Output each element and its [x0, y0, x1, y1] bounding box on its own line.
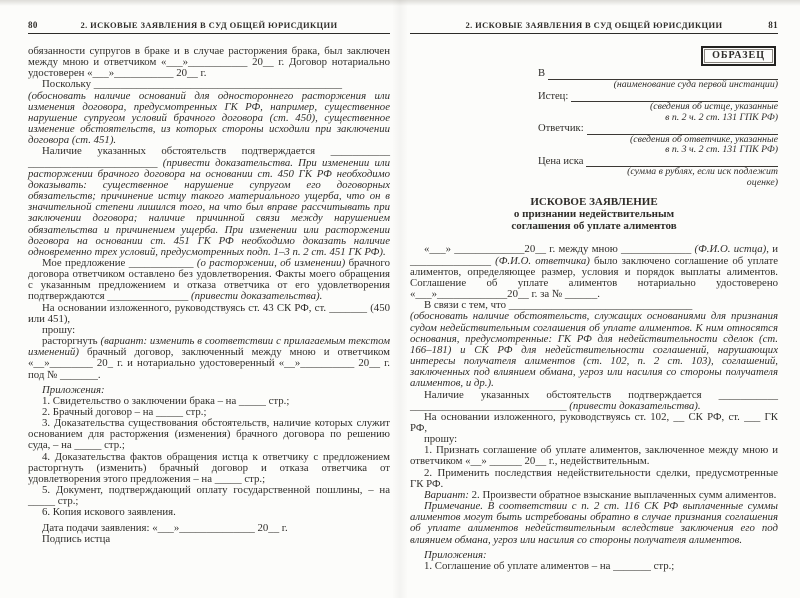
paragraph: [28, 534, 390, 545]
document-title: [410, 197, 778, 232]
stamp-row: [410, 45, 776, 66]
text-run: Поскольку ______________________________________________: [42, 78, 343, 91]
running-header-title: 2. ИСКОВЫЕ ЗАЯВЛЕНИЯ В СУД ОБЩЕЙ ЮРИСДИКЦИИ: [465, 20, 723, 30]
text-run: прошу:: [42, 323, 76, 336]
text-run: (Ф.И.О. истца): [694, 243, 767, 256]
court-caption: (сведения об ответчике, указанные: [630, 133, 778, 145]
text-run: (обосновать наличие оснований для одностороннего расторжения или изменения договора, предусмотренных ГК РФ, например, существенное нарушение супругом условий брачного договора (ст. 450), существенное изменение обстоятельств, из которых стороны исходили при заключении договора (ст. 451).: [28, 89, 390, 147]
paragraph: [410, 561, 778, 572]
paragraph: [28, 258, 390, 303]
paragraph: [410, 445, 778, 467]
text-run: Приложения:: [424, 548, 487, 561]
text-run: 1. Признать соглашение об уплате алиментов, заключенное между мною и ответчиком «__» ______ 20__ г., недействительным.: [410, 444, 778, 468]
paragraph: [28, 418, 390, 451]
text-run: 3. Доказательства существования обстоятельств, наличие которых служит основанием для расторжения (изменения) брачного договора по решению суда, – на _____ стр.;: [28, 417, 390, 452]
court-caption: (сведения об истце, указанные: [649, 101, 778, 113]
text-run: 2. Применить последствия недействительности сделки, предусмотренные ГК РФ.: [410, 466, 778, 490]
paragraph: [28, 507, 390, 518]
text-run: Вариант:: [424, 488, 469, 501]
running-header-left: [28, 20, 390, 34]
page-number-right: 81: [768, 20, 778, 30]
court-line-label: В: [538, 68, 546, 80]
text-run: 6. Копия искового заявления.: [42, 506, 176, 519]
page-right-body: [410, 244, 778, 572]
text-run: прошу:: [424, 433, 458, 446]
page-right: [410, 20, 778, 572]
text-run: расторгнуть: [42, 335, 101, 348]
page-left: [28, 20, 390, 545]
court-line-label: Ответчик:: [538, 123, 584, 135]
paragraph: [410, 412, 778, 434]
court-line-label: Истец:: [538, 90, 569, 102]
paragraph: [28, 303, 390, 325]
text-run: 2. Произвести обратное взыскание выплаченных сумм алиментов.: [468, 488, 777, 501]
running-header-right: [410, 20, 778, 34]
text-run: брачный договор, заключенный между мною и ответчиком «__»________ 20_ г. и нотариально удостоверенный «__»__________ 20__ г. под № _______.: [28, 346, 390, 381]
running-header-title: 2. ИСКОВЫЕ ЗАЯВЛЕНИЯ В СУД ОБЩЕЙ ЮРИСДИКЦИИ: [80, 20, 338, 30]
text-run: Мое предложение ____________: [42, 256, 197, 269]
text-run: Дата подачи заявления: «___»______________ 20__ г.: [42, 521, 288, 534]
text-run: Наличие указанных обстоятельств подтверждается ___________ _____________________________: [410, 388, 778, 412]
court-caption: (наименование суда первой инстанции): [613, 79, 778, 90]
paragraph: [410, 311, 778, 389]
court-caption: в п. 2 ч. 2 ст. 131 ГПК РФ): [665, 111, 778, 123]
text-run: (привести доказательства. При изменении или расторжении брачного договора на основании ст. 450 ГК РФ необходимо доказывать: существенное нарушение супругом его договорных обязательств; причинение истцу такого материального ущерба, что он в значительной степени лишился того, на что был вправе рассчитывать при заключении договора; наличие причинной связи между нарушением обязательства и причинением ущерба. При изменении или расторжении договора на основании ст. 451 ГК РФ необходимо доказать наличие одновременно трех условий, предусмотренных подп. 1–3 п. 2 ст. 451 ГК РФ).: [28, 156, 390, 258]
document-title-line: соглашения об уплате алиментов: [511, 219, 677, 232]
text-run: Наличие указанных обстоятельств подтверждается ___________ ________________________: [28, 145, 390, 169]
text-run: 1. Свидетельство о заключении брака – на _____ стр.;: [42, 394, 290, 407]
text-run: Приложения:: [42, 383, 105, 396]
paragraph: [410, 244, 778, 300]
text-run: Примечание. В соответствии с п. 2 ст. 116 СК РФ выплаченные суммы алиментов могут быть истребованы обратно в случае признания соглашения об уплате алиментов недействительным вследствие заключения его под влиянием обмана, угроз или насилия со стороны получателя алиментов.: [410, 500, 778, 546]
paragraph: [28, 452, 390, 485]
page-left-body: [28, 46, 390, 545]
paragraph: [28, 91, 390, 147]
paragraph: [28, 46, 390, 79]
paragraph: [28, 485, 390, 507]
text-run: На основании изложенного, руководствуясь ст. 102, __ СК РФ, ст. ___ ГК РФ,: [410, 410, 778, 434]
document-title-line: ИСКОВОЕ ЗАЯВЛЕНИЕ: [530, 196, 658, 209]
text-run: В связи с тем, что __________________________________: [424, 299, 693, 312]
paragraph: [410, 468, 778, 490]
text-run: (привести доказательства).: [190, 290, 323, 303]
text-run: 1. Соглашение об уплате алиментов – на _______ стр.;: [424, 559, 675, 572]
text-run: (вариант: изменить в соответствии с прилагаемым текстом изменений): [28, 335, 390, 359]
text-run: (Ф.И.О. ответчика): [495, 254, 590, 267]
obrazec-stamp: ОБРАЗЕЦ: [701, 46, 776, 66]
text-run: 2. Брачный договор – на _____ стр.;: [42, 406, 207, 418]
text-run: (о расторжении, об изменении): [196, 256, 346, 269]
text-run: брачного договора ответчиком оставлено без удовлетворения. Факты моего обращения с указанным предложением и отказа ответчика от его удовлетворения подтверждаются _______________: [28, 256, 390, 303]
text-run: (привести доказательства).: [569, 399, 701, 412]
text-run: На основании изложенного, руководствуясь ст. 43 СК РФ, ст. _______ (450 или 451),: [28, 301, 390, 325]
paragraph: [410, 390, 778, 412]
court-caption: оценке): [746, 176, 778, 188]
text-run: (обосновать наличие обстоятельств, служащих основаниями для признания судом недействительным соглашения об уплате алиментов. К ним относятся основания, предусмотренные: ГК РФ для недействительности сделок (ст. 166–181) и СК РФ для недействительности соглашений, нарушающих интересы получателя алиментов (ст. 102, п. 2 ст. 103), соглашений, заключенных под влиянием обмана, угроз или насилия со стороны получателя алиментов, и др.).: [410, 310, 778, 390]
document-title-line: о признании недействительным: [513, 207, 675, 220]
court-caption: (сумма в рублях, если иск подлежит: [627, 166, 778, 178]
paragraph: [28, 146, 390, 258]
court-line-label: Цена иска: [538, 155, 584, 167]
text-run: Подпись истца: [42, 532, 111, 545]
text-run: , и _______________: [410, 243, 778, 267]
paragraph: [28, 336, 390, 381]
text-run: «___» _____________20__ г. между мною _____________: [424, 243, 695, 256]
paragraph: [410, 501, 778, 546]
text-run: было заключено соглашение об уплате алиментов, определяющее размер, условия и порядок выплаты алиментов. Соглашение об уплате алиментов нотариально удостоверено «___»_____________20__ г. за № ______.: [410, 254, 778, 301]
page-number-left: 80: [28, 20, 38, 30]
court-header-block: [538, 69, 778, 188]
court-caption: в п. 3 ч. 2 ст. 131 ГПК РФ): [665, 144, 778, 156]
text-run: 5. Документ, подтверждающий оплату государственной пошлины, – на _____ стр.;: [28, 484, 390, 508]
text-run: 4. Доказательства фактов обращения истца к ответчику с предложением расторгнуть (изменить) брачный договор и отказа ответчика от удовлетворения этого предложения – на _____ стр.;: [28, 450, 390, 485]
text-run: обязанности супругов в браке и в случае расторжения брака, был заключен между мною и ответчиком «___»___________ 20__ г. Договор нотариально удостоверен «___»___________ 20__ г.: [28, 45, 390, 80]
